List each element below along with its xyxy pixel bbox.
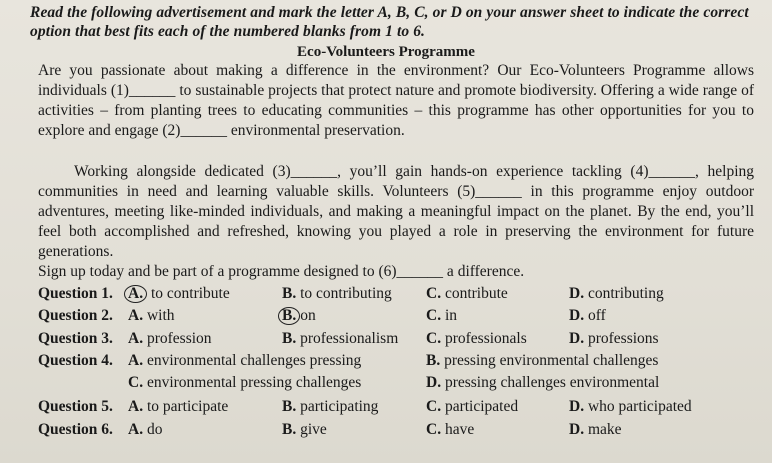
question-label: Question 1. [38, 285, 113, 302]
option-1d[interactable]: D. contributing [569, 285, 664, 302]
option-5d[interactable]: D. who participated [569, 398, 692, 415]
option-4c[interactable]: C. environmental pressing challenges [128, 374, 362, 391]
ad-title: Eco-Volunteers Programme [297, 44, 475, 60]
option-2a[interactable]: A. with [128, 307, 175, 324]
question-label: Question 2. [38, 307, 113, 324]
option-5b[interactable]: B. participating [282, 398, 379, 415]
option-1a[interactable]: A. to contribute [128, 283, 230, 305]
option-6a[interactable]: A. do [128, 421, 163, 438]
question-label: Question 3. [38, 330, 113, 347]
option-2b[interactable]: B. on [282, 305, 316, 327]
option-2d[interactable]: D. off [569, 307, 606, 324]
option-4d[interactable]: D. pressing challenges environmental [426, 374, 660, 391]
circled-answer-mark: B. [278, 307, 300, 325]
option-3a[interactable]: A. profession [128, 330, 212, 347]
paragraph-1: Are you passionate about making a difference in the environment? Our Eco-Volunteers Programme allows individuals (1)______ to sustainable projects that protect nature and promote biodiversity. Offering a wide range of activities – from planting trees to educating communities – this programme has other opportunities for you to explore and engage (2)______ environmental preservation. [38, 62, 754, 139]
option-4a[interactable]: A. environmental challenges pressing [128, 352, 362, 369]
option-4b[interactable]: B. pressing environmental challenges [426, 352, 659, 369]
option-6b[interactable]: B. give [282, 421, 327, 438]
instruction-text: Read the following advertisement and mark the letter A, B, C, or D on your answer sheet to indicate the correct option that best fits each of the numbered blanks from 1 to 6. [30, 4, 749, 40]
question-label: Question 4. [38, 352, 113, 369]
circled-answer-mark: A. [124, 285, 147, 303]
question-label: Question 5. [38, 398, 113, 415]
option-3b[interactable]: B. professionalism [282, 330, 399, 347]
option-5c[interactable]: C. participated [426, 398, 519, 415]
option-6d[interactable]: D. make [569, 421, 622, 438]
option-3d[interactable]: D. professions [569, 330, 659, 347]
option-1b[interactable]: B. to contributing [282, 285, 392, 302]
option-3c[interactable]: C. professionals [426, 330, 527, 347]
option-1c[interactable]: C. contribute [426, 285, 508, 302]
option-2c[interactable]: C. in [426, 307, 458, 324]
option-6c[interactable]: C. have [426, 421, 475, 438]
option-5a[interactable]: A. to participate [128, 398, 229, 415]
paragraph-2: Working alongside dedicated (3)______, you’ll gain hands-on experience tackling (4)______, helping communities in need and learning valuable skills. Volunteers (5)______ in this programme enjoy outdoor adventures, meeting like-minded individuals, and making a meaningful impact on the planet. By the end, you’ll feel both accomplished and refreshed, knowing you played a role in preserving the environment for future generations. [38, 163, 754, 260]
paragraph-3: Sign up today and be part of a programme designed to (6)______ a difference. [38, 263, 525, 280]
question-label: Question 6. [38, 421, 113, 438]
